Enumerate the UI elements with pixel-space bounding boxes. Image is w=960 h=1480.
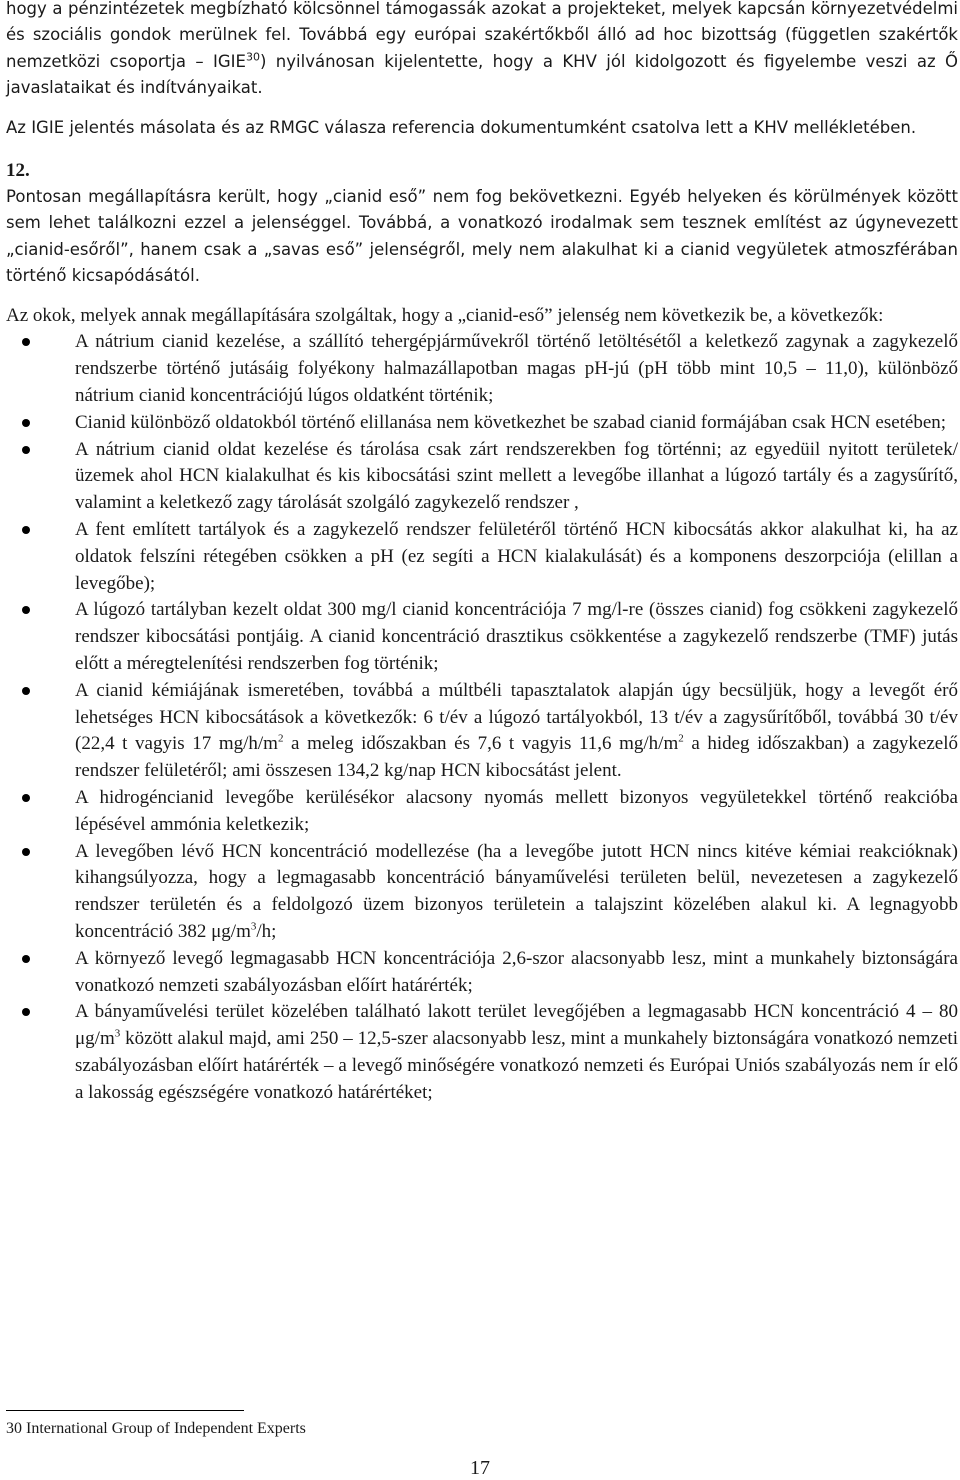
bullet-icon <box>22 794 30 802</box>
list-item-text: A környező levegő legmagasabb HCN koncentrációja 2,6-szor alacsonyabb lesz, mint a munkahely biztonságára vonatkozó nemzeti szabályozásban előírt határérték; <box>75 947 958 996</box>
section-paragraph: Pontosan megállapításra került, hogy „cianid eső” nem fog bekövetkezni. Egyéb helyeken és körülmények között sem lehet találkozni ezzel a jelenséggel. Továbbá, a vonatkozó irodalmak sem tesznek említést az úgynevezett „cianid-esőről”, hanem csak a „savas eső” jelenségről, mely nem alakulhat ki a cianid vegyületek atmoszférában történő kicsapódásától. <box>6 187 958 286</box>
intro-paragraph <box>6 0 958 102</box>
attachment-note: Az IGIE jelentés másolata és az RMGC válasza referencia dokumentumként csatolva lett a KHV mellékletében. <box>6 117 917 137</box>
list-item <box>6 437 958 517</box>
superscript: 3 <box>250 920 257 933</box>
bullet-icon <box>22 446 30 454</box>
list-item <box>6 410 958 437</box>
page-number: 17 <box>470 1457 490 1479</box>
bullet-icon <box>22 419 30 427</box>
list-item <box>6 946 958 1000</box>
bullet-icon <box>22 848 30 856</box>
list-item <box>6 839 958 946</box>
list-item <box>6 785 958 839</box>
list-item-text: a hideg időszakban) a zagykezelő rendszer felületéről; ami összesen 134,2 kg/nap HCN kibocsátást jelent. <box>75 733 959 782</box>
superscript: 2 <box>678 733 684 746</box>
reasons-list <box>6 329 958 1106</box>
document-page <box>6 0 958 1107</box>
list-item-text: A bányaművelési terület közelében található lakott terület levegőjében a legmagasabb HCN koncentráció 4 – 80 μg/m <box>75 1001 958 1050</box>
bullet-icon <box>22 606 30 614</box>
intro-text-b: ) nyilvánosan kijelentette, hogy a KHV jól kidolgozott és figyelembe veszi az Ő javaslataikat és indítványaikat. <box>6 51 958 98</box>
bullet-icon <box>22 1008 30 1016</box>
list-item-text: A nátrium cianid kezelése, a szállító tehergépjárművekről történő letöltésétől a keletkező zagynak a zagykezelő rendszerbe történő jutásáig folyékony halmazállapotban magas pH-jú (pH több mint 10,5 – 11,0), különböző nátrium cianid koncentrációjú lúgos oldatként történik; <box>75 331 958 407</box>
list-item <box>6 999 958 1106</box>
list-item-text: A nátrium cianid oldat kezelése és tárolása csak zárt rendszerekben fog történni; az egyedüil nyitott területek/üzemek ahol HCN kialakulhat és kis kibocsátási szint mellett a levegőbe illanhat a lúgozó tartály és a zagysűrítő, valamint a keletkező zagy tárolását szolgáló zagykezelő rendszer , <box>75 438 958 514</box>
list-item-text: a meleg időszakban és 7,6 t vagyis 11,6 mg/h/m <box>283 733 679 755</box>
list-item-text: A levegőben lévő HCN koncentráció modellezése (ha a levegőbe jutott HCN nincs kitéve kémiai reakcióknak) kihangsúlyozza, hogy a legmagasabb koncentráció bányaművelési területen belül, nevezetesen a zagykezelő rendszer területén és a feldolgozó üzem bizonyos területein a talajszint közelében alakul ki. A legnagyobb koncentráció 382 μg/m <box>75 840 958 942</box>
list-item <box>6 517 958 597</box>
reasons-intro: Az okok, melyek annak megállapítására szolgáltak, hogy a „cianid-eső” jelenség nem következik be, a következők: <box>6 304 884 326</box>
footnote-divider <box>6 1410 244 1411</box>
list-item-text: A fent említett tartályok és a zagykezelő rendszer felületéről történő HCN kibocsátás akkor alakulhat ki, ha az oldatok felszíni rétegében csökken a pH (ez segíti a HCN kialakulását) és a komponens deszorpciója (elillan a levegőbe); <box>75 519 958 594</box>
section-number: 12. <box>6 160 30 182</box>
intro-text-a: hogy a pénzintézetek megbízható kölcsönnel támogassák azokat a projekteket, melyek kapcsán környezetvédelmi és szociális gondok merülnek fel. Továbbá egy európai szakértőkből álló ad hoc bizottság (független szakértők nemzetközi csoportja – IGIE <box>6 0 958 71</box>
list-item-text: között alakul majd, ami 250 – 12,5-szer alacsonyabb lesz, mint a munkahely biztonságára vonatkozó nemzeti szabályozásban előírt határérték – a levegő minőségére vonatkozó nemzeti és Európai Uniós szabályozás nem ír elő a lakosság egészségére vonatkozó határértéket; <box>75 1028 958 1103</box>
list-item-text: Cianid különböző oldatokból történő elillanása nem következhet be szabad cianid formájában csak HCN esetében; <box>75 411 947 433</box>
list-item <box>6 678 958 785</box>
bullet-icon <box>22 955 30 963</box>
bullet-icon <box>22 687 30 695</box>
superscript: 3 <box>114 1027 121 1040</box>
list-item-text: A lúgozó tartályban kezelt oldat 300 mg/l cianid koncentrációja 7 mg/l-re (összes cianid) fog csökkeni zagykezelő rendszer kibocsátási pontjáig. A cianid koncentráció drasztikus csökkentése a zagykezelő rendszerbe (TMF) jutás előtt a méregtelenítési rendszerben fog történik; <box>75 599 958 675</box>
bullet-icon <box>22 338 30 346</box>
footnote-ref-30: 30 <box>245 50 260 64</box>
list-item-text: A hidrogéncianid levegőbe kerülésékor alacsony nyomás mellett bizonyos vegyületekkel történő reakcióba lépésével ammónia keletkezik; <box>75 787 958 835</box>
superscript: 2 <box>277 733 284 746</box>
footnote: 30 International Group of Independent Experts <box>6 1420 306 1437</box>
list-item <box>6 597 958 677</box>
list-item-text: A cianid kémiájának ismeretében, továbbá a múltbéli tapasztalatok alapján úgy becsüljük, hogy a levegőt érő lehetséges HCN kibocsátások a következők: 6 t/év a lúgozó tartályokból, 13 t/év a zagysűrítőből, továbbá 30 t/év (22,4 t vagyis 17 mg/h/m <box>75 679 958 755</box>
list-item <box>6 329 958 409</box>
bullet-icon <box>22 526 30 534</box>
list-item-text: /h; <box>256 920 277 942</box>
